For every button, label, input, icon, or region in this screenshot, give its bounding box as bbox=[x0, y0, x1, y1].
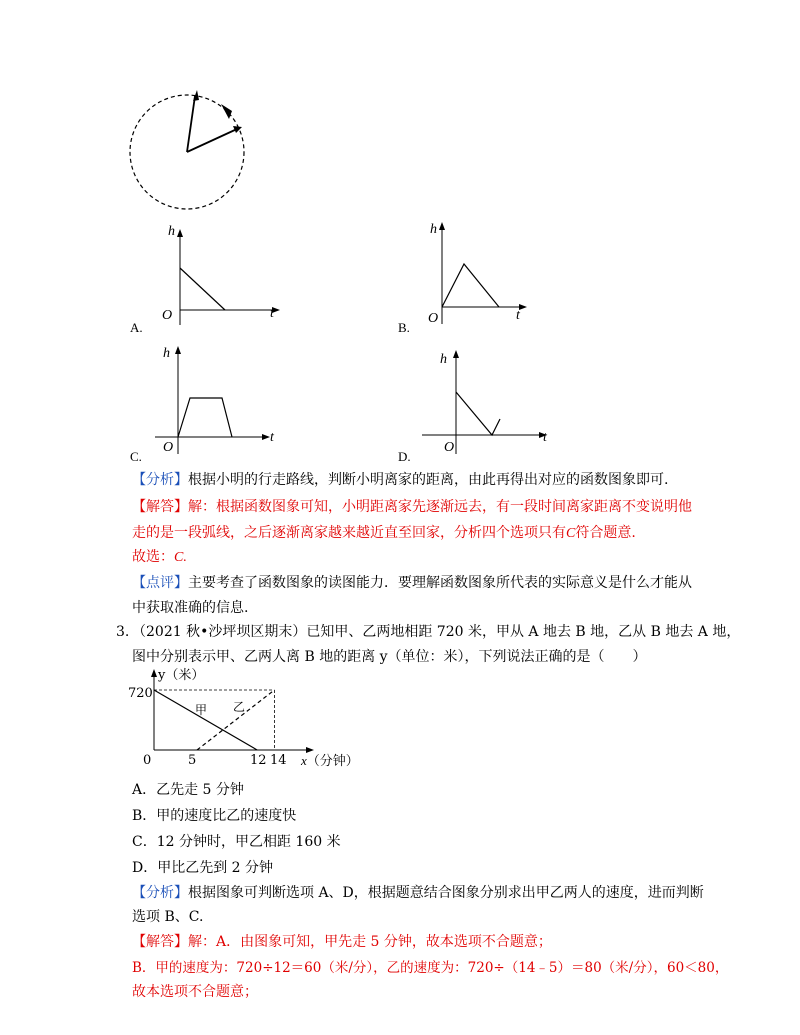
solution-text-2b: C bbox=[566, 526, 576, 541]
q3-analysis-line-2: 选项 B、C. bbox=[132, 909, 204, 925]
graph-d-h-label: h bbox=[440, 352, 447, 367]
q3-option-d: D．甲比乙先到 2 分钟 bbox=[132, 860, 274, 876]
arc-arrow-head bbox=[221, 104, 232, 119]
graph-b-option: B. bbox=[398, 320, 410, 335]
q3-analysis-line-1 bbox=[132, 883, 704, 903]
q3-analysis-text-1: 根据图象可判断选项 A、D，根据题意结合图象分别求出甲乙两人的速度，进而判断 bbox=[188, 885, 704, 901]
chart-origin: 0 bbox=[143, 753, 152, 768]
q3-solution-line-2: B．甲的速度为：720÷12＝60（米/分），乙的速度为：720÷（14﹣5）＝80（米/分），60＜80， bbox=[132, 960, 729, 976]
chart-x-unit: （分钟） bbox=[306, 754, 359, 769]
graph-c-t-label: t bbox=[270, 430, 274, 445]
graph-c-h-label: h bbox=[163, 346, 170, 361]
q3-solution-text-1: 解：A．由图象可知，甲先走 5 分钟，故本选项不合题意； bbox=[188, 934, 552, 950]
graph-d-t-label: t bbox=[543, 430, 547, 445]
q3-solution-line-3: 故本选项不合题意； bbox=[132, 984, 258, 1000]
comment-tag: 【点评】 bbox=[132, 575, 188, 591]
arrow-up bbox=[187, 96, 195, 152]
chart-x-label bbox=[301, 751, 359, 772]
chart-x-tick-14: 14 bbox=[270, 753, 287, 768]
q2-choice-line bbox=[132, 547, 187, 568]
analysis-text: 根据小明的行走路线，判断小明离家的距离，由此再得出对应的函数图象即可. bbox=[188, 472, 669, 488]
graph-c bbox=[150, 342, 310, 452]
graph-b-t-label: t bbox=[516, 308, 520, 323]
graph-a-option: A. bbox=[130, 320, 143, 335]
q2-solution-line-2 bbox=[132, 523, 636, 544]
graph-b-h-label: h bbox=[430, 222, 437, 237]
solution-text-2c: 符合题意. bbox=[575, 525, 636, 541]
chart-y-label: y（米） bbox=[158, 668, 205, 683]
graph-a-origin: O bbox=[162, 308, 173, 323]
graph-a-h-label: h bbox=[168, 224, 175, 239]
solution-text-1: 解：根据函数图象可知，小明距离家先逐渐远去，有一段时间离家距离不变说明他 bbox=[188, 499, 692, 515]
q3-analysis-tag: 【分析】 bbox=[132, 885, 188, 901]
comment-text-1: 主要考查了函数图象的读图能力．要理解函数图象所代表的实际意义是什么才能从 bbox=[188, 575, 692, 591]
arrow-right bbox=[187, 129, 237, 152]
q3-option-c: C．12 分钟时，甲乙相距 160 米 bbox=[132, 834, 341, 850]
q3-stem-line-1: （2021 秋•沙坪坝区期末）已知甲、乙两地相距 720 米，甲从 A 地去 B 地，乙从 B 地去 A 地， bbox=[132, 624, 741, 640]
graph-c-option: C. bbox=[130, 449, 142, 464]
q2-analysis-line bbox=[132, 470, 668, 490]
q3-option-a: A．乙先走 5 分钟 bbox=[132, 782, 244, 798]
graph-b-origin: O bbox=[428, 311, 439, 326]
graph-d-option: D. bbox=[398, 449, 411, 464]
solution-text-2a: 走的是一段弧线，之后逐渐离家越来越近直至回家，分析四个选项只有 bbox=[132, 525, 566, 541]
chart-series-jia: 甲 bbox=[195, 703, 208, 717]
graph-d-origin: O bbox=[444, 440, 455, 455]
q3-number: 3. bbox=[116, 624, 130, 640]
chart-x-tick-5: 5 bbox=[188, 753, 197, 768]
q2-comment-line-2: 中获取准确的信息. bbox=[132, 600, 249, 616]
chart-y-tick: 720 bbox=[128, 686, 153, 701]
choice-value: C. bbox=[174, 550, 187, 565]
q3-stem-line-2: 图中分别表示甲、乙两人离 B 地的距离 y（单位：米），下列说法正确的是（ ） bbox=[132, 649, 647, 665]
graph-d bbox=[412, 342, 572, 452]
graph-a-t-label: t bbox=[270, 306, 274, 321]
solution-tag: 【解答】 bbox=[132, 499, 188, 515]
y-axis-arrow bbox=[151, 669, 157, 677]
graph-c-origin: O bbox=[163, 440, 174, 455]
q3-option-b: B．甲的速度比乙的速度快 bbox=[132, 808, 297, 824]
chart-x-tick-12: 12 bbox=[250, 753, 267, 768]
chart-x-var: x bbox=[301, 753, 307, 768]
chart-series-yi: 乙 bbox=[233, 700, 246, 714]
q2-solution-line-1 bbox=[132, 497, 692, 517]
q2-comment-line-1 bbox=[132, 573, 692, 593]
q3-solution-tag: 【解答】 bbox=[132, 934, 188, 950]
choice-prefix: 故选： bbox=[132, 549, 174, 565]
analysis-tag: 【分析】 bbox=[132, 472, 188, 488]
q3-solution-line-1 bbox=[132, 932, 552, 952]
